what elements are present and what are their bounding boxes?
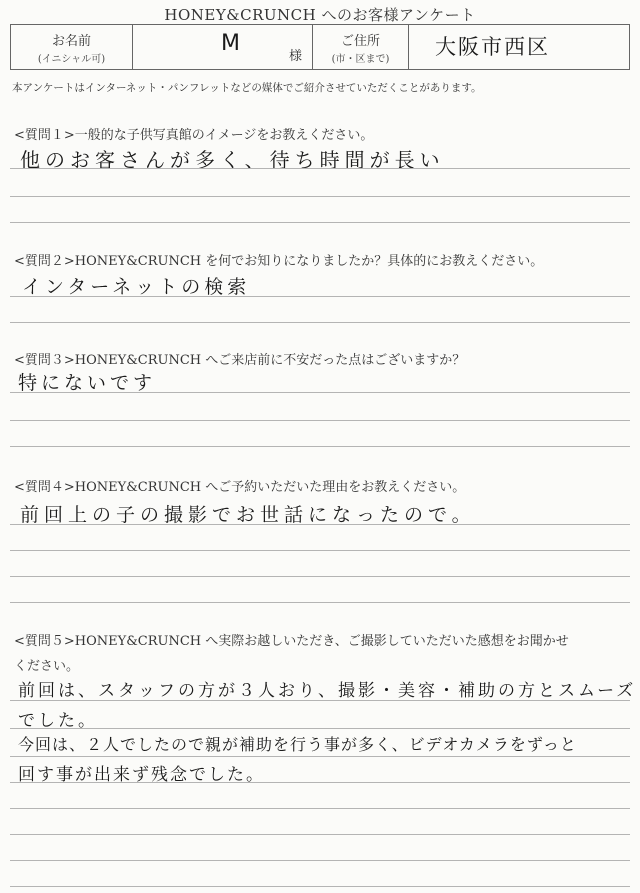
question-5-label-line-2: ください。	[14, 659, 80, 674]
address-label: ご住所	[340, 34, 380, 49]
answer-rule	[10, 550, 630, 551]
answer-rule	[10, 782, 630, 783]
answer-rule	[10, 860, 630, 861]
answer-rule	[10, 700, 630, 701]
answer-rule	[10, 222, 630, 223]
question-2-label: <質問２>HONEY&CRUNCH を何でお知りになりましたか？具体的にお教えください。	[14, 254, 544, 269]
name-value: M	[221, 31, 240, 56]
question-3-label: <質問３>HONEY&CRUNCH へご来店前に不安だった点はございますか？	[14, 353, 466, 368]
answer-rule	[10, 168, 630, 169]
question-1-answer: 他のお客さんが多く、待ち時間が長い	[20, 148, 445, 172]
question-4-label: <質問４>HONEY&CRUNCH へご予約いただいた理由をお教えください。	[14, 480, 466, 495]
question-5-answer-line-1: 前回は、スタッフの方が３人おり、撮影・美容・補助の方とスムーズ	[18, 681, 637, 701]
answer-rule	[10, 576, 630, 577]
answer-rule	[10, 886, 630, 887]
publication-notice: 本アンケートはインターネット・パンフレットなどの媒体でご紹介させていただくことがあります。	[12, 82, 482, 94]
answer-rule	[10, 808, 630, 809]
answer-rule	[10, 446, 630, 447]
answer-rule	[10, 602, 630, 603]
question-5-label-line-1: <質問５>HONEY&CRUNCH へ実際お越しいただき、ご撮影していただいた感想をお聞かせ	[14, 634, 569, 649]
name-label-cell	[11, 25, 133, 69]
survey-title: HONEY&CRUNCH へのお客様アンケート	[164, 6, 476, 24]
answer-rule	[10, 756, 630, 757]
question-5-answer-line-4: 回す事が出来ず残念でした。	[18, 765, 265, 785]
address-value: 大阪市西区	[435, 35, 550, 59]
answer-rule	[10, 834, 630, 835]
answer-rule	[10, 322, 630, 323]
name-label: お名前	[51, 34, 91, 49]
name-value-cell	[133, 25, 313, 69]
honorific-label: 様	[289, 49, 303, 64]
answer-rule	[10, 420, 630, 421]
question-5-answer-line-3: 今回は、２人でしたので親が補助を行う事が多く、ビデオカメラをずっと	[18, 735, 577, 754]
answer-rule	[10, 392, 630, 393]
address-label-cell	[313, 25, 409, 69]
answer-rule	[10, 296, 630, 297]
question-3-answer: 特にないです	[18, 372, 157, 394]
question-1-label: <質問１>一般的な子供写真館のイメージをお教えください。	[14, 128, 374, 143]
question-4-answer: 前回上の子の撮影でお世話になったので。	[20, 504, 476, 526]
question-5-answer-line-2: でした。	[18, 711, 98, 731]
question-2-answer: インターネットの検索	[22, 276, 251, 298]
customer-info-table	[10, 24, 630, 70]
answer-rule	[10, 196, 630, 197]
answer-rule	[10, 728, 630, 729]
address-sublabel: (市・区まで)	[331, 54, 390, 65]
address-value-cell	[409, 25, 629, 69]
answer-rule	[10, 524, 630, 525]
name-sublabel: (イニシャル可)	[37, 54, 106, 65]
